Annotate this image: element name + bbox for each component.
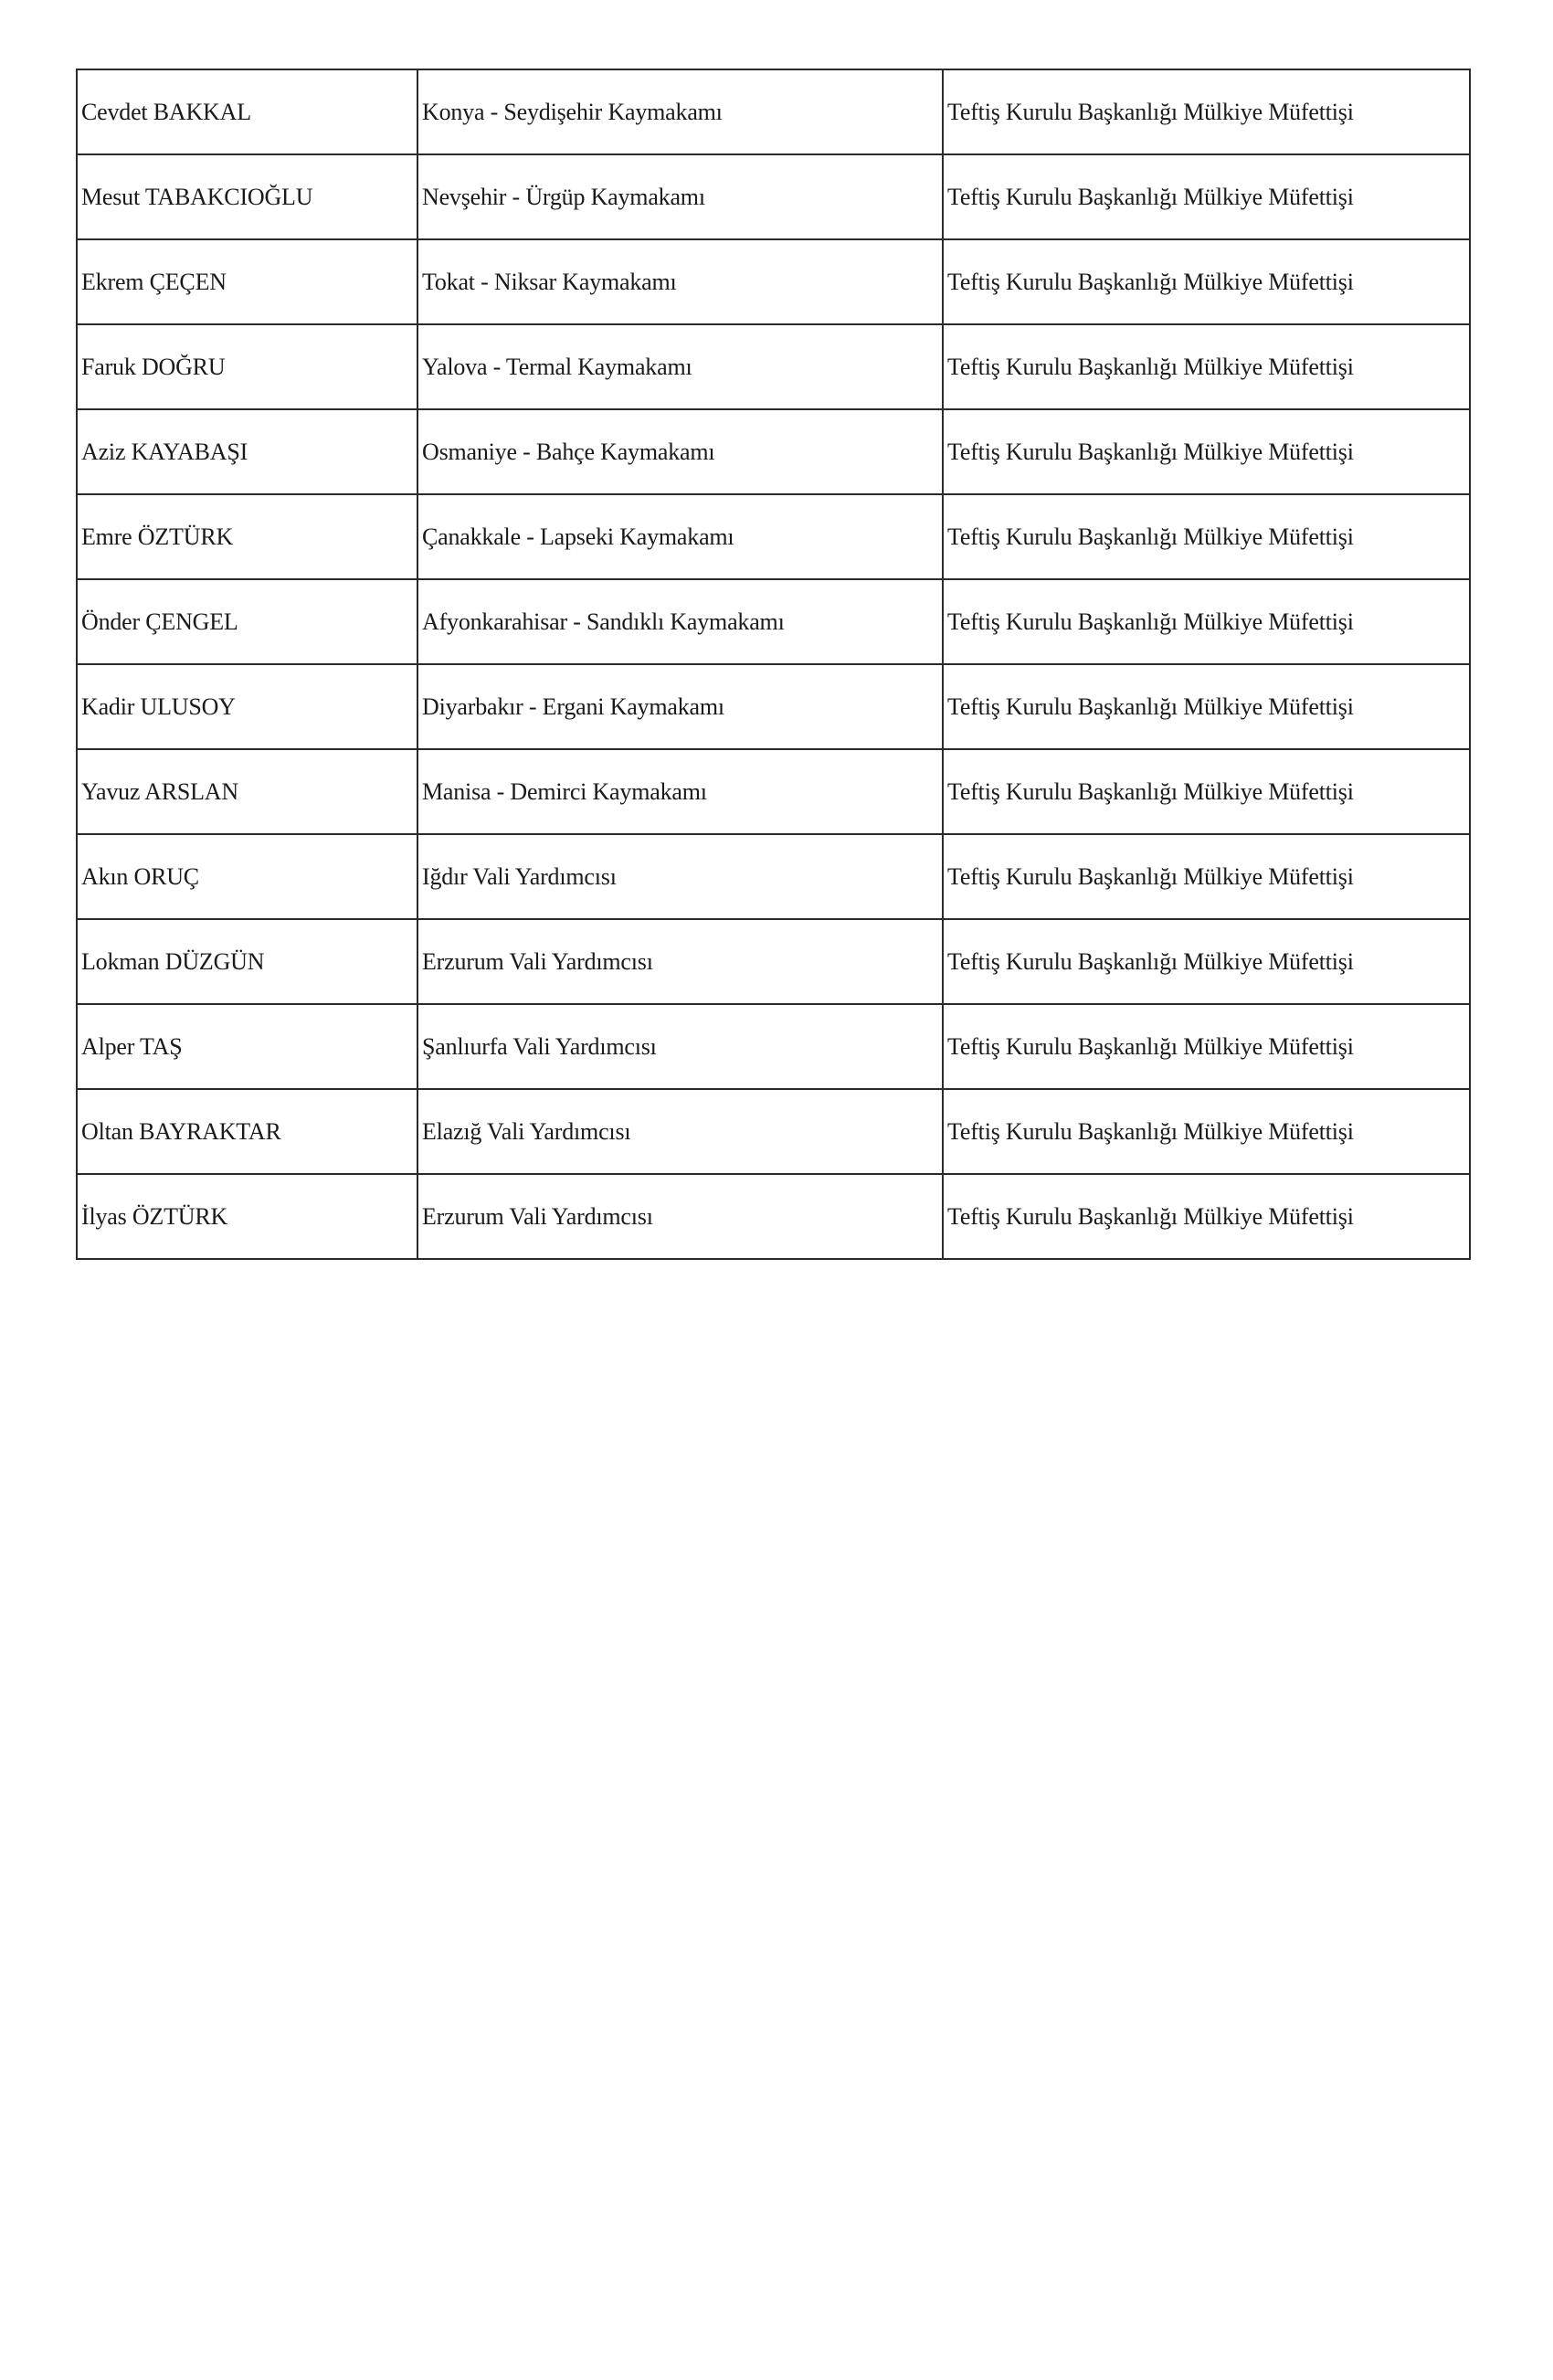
current-post-cell: Erzurum Vali Yardımcısı (417, 919, 943, 1004)
person-name-cell: Yavuz ARSLAN (77, 749, 417, 834)
new-post-cell: Teftiş Kurulu Başkanlığı Mülkiye Müfettişi (943, 579, 1470, 664)
new-post-cell: Teftiş Kurulu Başkanlığı Mülkiye Müfettişi (943, 324, 1470, 409)
new-post-cell: Teftiş Kurulu Başkanlığı Mülkiye Müfettişi (943, 834, 1470, 919)
new-post-cell: Teftiş Kurulu Başkanlığı Mülkiye Müfettişi (943, 1004, 1470, 1089)
table-row (77, 1004, 1470, 1089)
assignment-table (76, 69, 1471, 1260)
new-post-cell: Teftiş Kurulu Başkanlığı Mülkiye Müfettişi (943, 154, 1470, 239)
current-post-cell: Iğdır Vali Yardımcısı (417, 834, 943, 919)
current-post-cell: Nevşehir - Ürgüp Kaymakamı (417, 154, 943, 239)
new-post-cell: Teftiş Kurulu Başkanlığı Mülkiye Müfettişi (943, 494, 1470, 579)
person-name-cell: Oltan BAYRAKTAR (77, 1089, 417, 1174)
new-post-cell: Teftiş Kurulu Başkanlığı Mülkiye Müfettişi (943, 69, 1470, 154)
person-name-cell: Alper TAŞ (77, 1004, 417, 1089)
table-row (77, 494, 1470, 579)
person-name-cell: Akın ORUÇ (77, 834, 417, 919)
person-name-cell: Aziz KAYABAŞI (77, 409, 417, 494)
table-row (77, 409, 1470, 494)
current-post-cell: Şanlıurfa Vali Yardımcısı (417, 1004, 943, 1089)
person-name-cell: Kadir ULUSOY (77, 664, 417, 749)
current-post-cell: Tokat - Niksar Kaymakamı (417, 239, 943, 324)
new-post-cell: Teftiş Kurulu Başkanlığı Mülkiye Müfettişi (943, 409, 1470, 494)
new-post-cell: Teftiş Kurulu Başkanlığı Mülkiye Müfettişi (943, 749, 1470, 834)
new-post-cell: Teftiş Kurulu Başkanlığı Mülkiye Müfettişi (943, 1174, 1470, 1259)
current-post-cell: Elazığ Vali Yardımcısı (417, 1089, 943, 1174)
person-name-cell: Önder ÇENGEL (77, 579, 417, 664)
table-row (77, 239, 1470, 324)
table-row (77, 919, 1470, 1004)
table-row (77, 834, 1470, 919)
current-post-cell: Çanakkale - Lapseki Kaymakamı (417, 494, 943, 579)
current-post-cell: Osmaniye - Bahçe Kaymakamı (417, 409, 943, 494)
current-post-cell: Erzurum Vali Yardımcısı (417, 1174, 943, 1259)
new-post-cell: Teftiş Kurulu Başkanlığı Mülkiye Müfettişi (943, 239, 1470, 324)
table-body (77, 69, 1470, 1259)
current-post-cell: Konya - Seydişehir Kaymakamı (417, 69, 943, 154)
new-post-cell: Teftiş Kurulu Başkanlığı Mülkiye Müfettişi (943, 1089, 1470, 1174)
new-post-cell: Teftiş Kurulu Başkanlığı Mülkiye Müfettişi (943, 664, 1470, 749)
person-name-cell: Lokman DÜZGÜN (77, 919, 417, 1004)
person-name-cell: Ekrem ÇEÇEN (77, 239, 417, 324)
current-post-cell: Afyonkarahisar - Sandıklı Kaymakamı (417, 579, 943, 664)
table-row (77, 579, 1470, 664)
table-row (77, 664, 1470, 749)
table-row (77, 1089, 1470, 1174)
current-post-cell: Manisa - Demirci Kaymakamı (417, 749, 943, 834)
person-name-cell: Faruk DOĞRU (77, 324, 417, 409)
person-name-cell: Cevdet BAKKAL (77, 69, 417, 154)
person-name-cell: Mesut TABAKCIOĞLU (77, 154, 417, 239)
current-post-cell: Yalova - Termal Kaymakamı (417, 324, 943, 409)
new-post-cell: Teftiş Kurulu Başkanlığı Mülkiye Müfettişi (943, 919, 1470, 1004)
current-post-cell: Diyarbakır - Ergani Kaymakamı (417, 664, 943, 749)
person-name-cell: Emre ÖZTÜRK (77, 494, 417, 579)
table-row (77, 324, 1470, 409)
person-name-cell: İlyas ÖZTÜRK (77, 1174, 417, 1259)
table-row (77, 154, 1470, 239)
table-row (77, 749, 1470, 834)
table-row (77, 69, 1470, 154)
table-row (77, 1174, 1470, 1259)
